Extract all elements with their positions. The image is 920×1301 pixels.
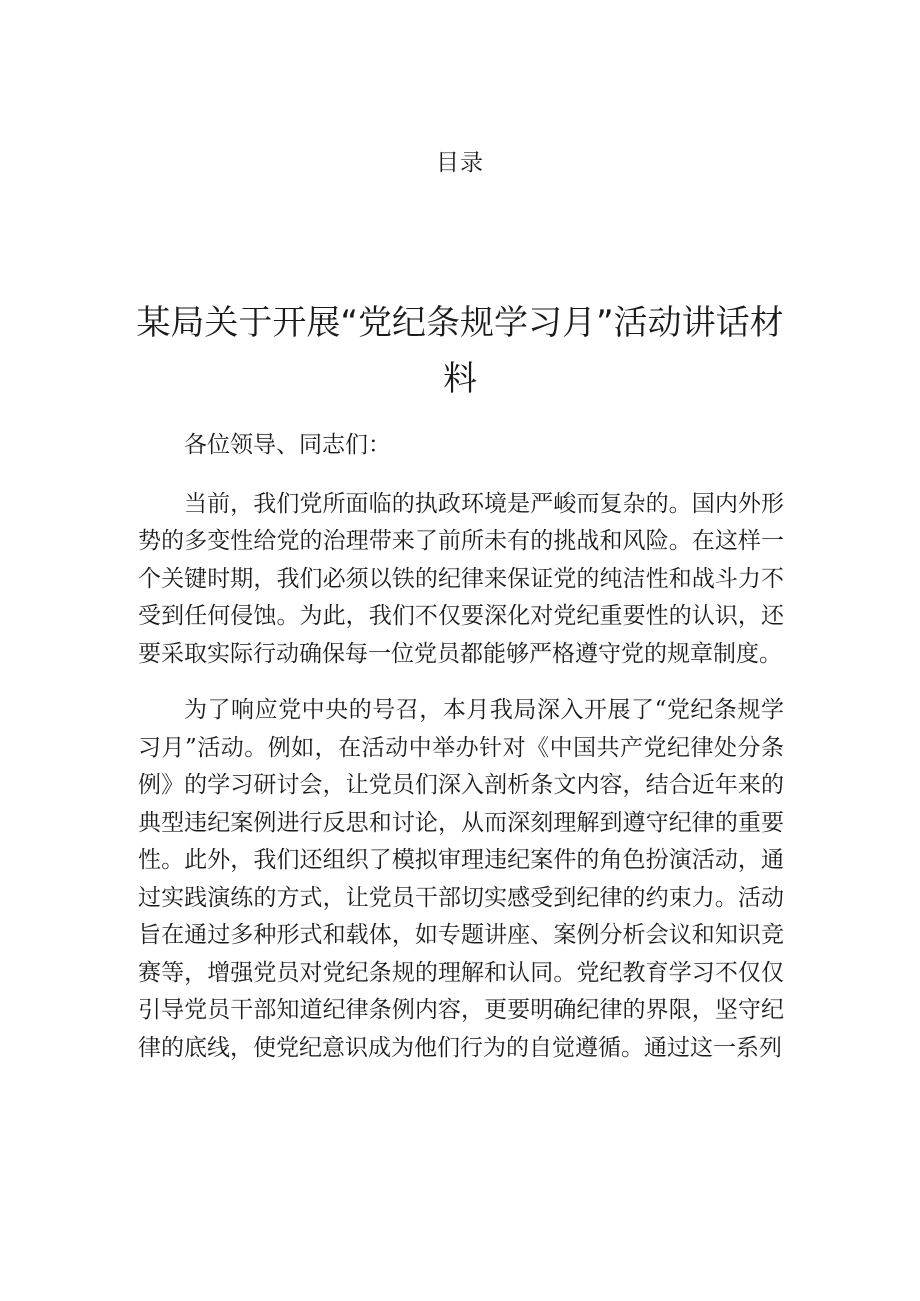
document-body — [138, 427, 784, 1086]
document-title: 某局关于开展“党纪条规学习月”活动讲话材料 — [136, 303, 784, 399]
body-paragraph: 为了响应党中央的号召，本月我局深入开展了“党纪条规学习月”活动。例如，在活动中举办针对《中国共产党纪律处分条例》的学习研讨会，让党员们深入剖析条文内容，结合近年来的典型违纪案例进行反思和讨论，从而深刻理解到遵守纪律的重要性。此外，我们还组织了模拟审理违纪案件的角色扮演活动，通过实践演练的方式，让党员干部切实感受到纪律的约束力。活动旨在通过多种形式和载体，如专题讲座、案例分析会议和知识竞赛等，增强党员对党纪条规的理解和认同。党纪教育学习不仅仅引导党员干部知道纪律条例内容，更要明确纪律的界限，坚守纪律的底线，使党纪意识成为他们行为的自觉遵循。通过这一系列 — [138, 697, 784, 1061]
toc-heading: 目录 — [436, 150, 484, 176]
salutation: 各位领导、同志们： — [184, 432, 391, 458]
body-paragraph: 当前，我们党所面临的执政环境是严峻而复杂的。国内外形势的多变性给党的治理带来了前所未有的挑战和风险。在这样一个关键时期，我们必须以铁的纪律来保证党的纯洁性和战斗力不受到任何侵蚀。为此，我们不仅要深化对党纪重要性的认识，还要采取实际行动确保每一位党员都能够严格遵守党的规章制度。 — [138, 490, 784, 667]
